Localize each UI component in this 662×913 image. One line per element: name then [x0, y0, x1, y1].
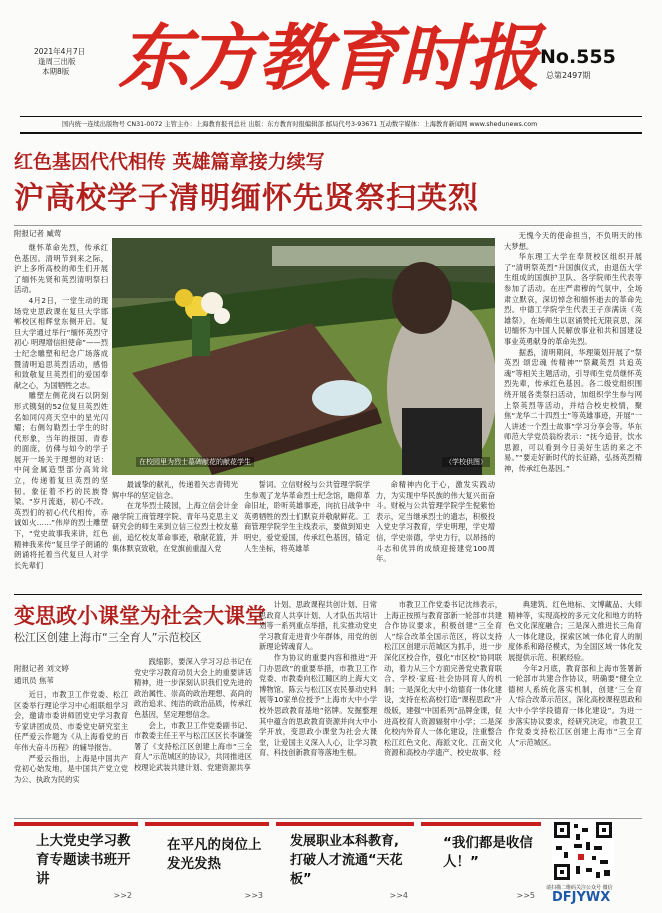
teaser-page-2[interactable] [14, 822, 138, 904]
second-subtitle: 松江区创建上海市“三全育人”示范校区 [14, 631, 202, 644]
issue-date: 2021年4月7日 [34, 47, 86, 56]
masthead: 东方教育时报 [118, 15, 539, 100]
teaser-page-5[interactable] [421, 822, 541, 904]
teaser-page-link: >>3 [244, 891, 263, 900]
header-rule [20, 116, 642, 117]
lead-column-3: 誓词。立信财税与公共管理学院学生参观了龙华革命烈士纪念馆，瞻仰革命旧址，聆听英雄事迹，向抗日战争中英勇牺牲的烈士们默哀并敬献鲜花。工商管理学院学生主线表示，要做到知史明史，爱党爱国，传承红色基因，锚定人生坐标，将英雄革 [244, 480, 370, 553]
memorial-photo-image [112, 238, 495, 475]
lead-title: 沪高校学子清明缅怀先贤祭扫英烈 [14, 181, 479, 216]
teaser-page-link: >>4 [389, 891, 408, 900]
second-byline-reporter: 附报记者 刘文婷 [14, 664, 69, 673]
issue-pages: 本期8版 [42, 67, 70, 76]
second-column-2: 践缩影，要深入学习习总书记在党史学习教育动员大会上的重要讲话精神，进一步深刻认识我们党先进的政治属性、崇高的政治理想、高尚的政治追求、纯洁的政治品质，传承红色基因，坚定理想信念。 会上，市教卫工作党委副书记、市教委主任王平与松江区区长李谦签署了《支持松江区创建上海市“三全育人”示范城区的协议》，共同推进区校理论武装共建计划、党建资源共享 [134, 657, 252, 772]
second-column-5: 典建筑、红色地标、文博藏品、大师精神等，实现高校的多元文化和地方的特色文化深度融合；三是深入推进长三角育人一体化建设，探索区域一体化育人的制度体系和路径模式，为全国区域一体化发展提供示范、积累经验。 今年2月底，教育部和上海市签署新一轮部市共建合作协议，明确要“健全立德树人系统化落实机制，创建‘三全育人’综合改革示范区，深化高校课程思政和大中小学学段德育一体化建设”。为进一步落实协议要求，经研究决定，市教卫工作党委支持松江区创建上海市“三全育人”示范城区。 [508, 600, 642, 747]
photo-caption: 在校园里为烈士墓碑献花的献花学生 [136, 457, 254, 467]
second-column-3: 计划、思政课程共创计划、日常思政育人共享计划、人才队伍共培计划等一系列重点举措，扎实推动党史学习教育走进青少年群体，用党的创新理论铸魂育人。 作为协议的重要内容和推进“开门办思政”的重要举措，市教卫工作党委、市教委向松江瞳区的上海大文博物馆、陈云与松江区农民暴动史料展等10家单位授予“上海市大中小学校外思政教育基地”铭牌。发掘整理其中蕴含的思政教育资源并向大中小学开放，变思政小课堂为社会大课堂，让爱国主义深入人心，让学习教育、科技创新教育等落地生根。 [259, 600, 377, 758]
lead-column-2: 最诚挚的献礼，传递着矢志青铸光辉中华的坚定信念。 在龙华烈士陵园，上海立信会计金融学院工商管理学院、青年马克思主义研究会的师生来到立信三位烈士校友墓前，追忆校友革命事迹，敬献花篮，并集体默哀致敬，在党旗前重温入党 [112, 480, 238, 553]
publication-info: 国内统一连续出版物号 CN31-0072 主管主办：上海教育报刊总社 出版：东方教育时报编辑部 邮局代号3-93671 互动数字媒体：上海教育新闻网 www.shedunews.com [62, 121, 538, 128]
teaser-title: 上大党史学习教育专题读书班开讲 [36, 833, 131, 887]
teaser-page-3[interactable] [145, 822, 269, 904]
lead-column-1: 继怀革命先烈，传承红色基因。清明节到来之际，沪上多所高校的师生们开展了缅怀先贤和英烈清明祭扫活动。 4月2日，一堂生动的现场党史思政课在复旦大学邯郸校区相辉堂东侧开启。复旦大学通过举行“缅怀英烈守初心 明理增信担使命”——烈士纪念雕塑和纪念广场落成暨清明追思英烈活动，感悟和致敬复旦英烈们的爱国奉献之心，为国牺牲之志。 雕塑左侧花岗石以阴刻形式镌刻的52位复旦英烈姓名如同闪亮天空中的星光闪耀；右侧勾勒烈士学生的时代形象，当年的报国、青春的面庞，仿佛与如今的学子展开一场关于理想的对话：中间金属造型部分高耸耸立，传递着复旦英烈的坚韧。象征着不朽的民族脊梁。“岁月流逝，初心不改。英烈们的初心代代相传，赤诚如火……”伟岸的烈士雕塑下，“党史故事我来讲，红色精神我来传”复旦学子朗诵的朗诵将托着当代复旦人对学长先辈们 [14, 243, 108, 570]
issue-edition: 逢周三出版 [38, 57, 76, 66]
lead-column-5: 无愧今天的使命担当，不负明天的伟大梦想。 华东理工大学在奉贤校区组织开展了“清明祭英烈”升国旗仪式，由退伍大学生组成的国旗护卫队、各学院师生代表等参加了活动。在庄严肃穆的气氛中，全场肃立默哀，深切悼念和缅怀逝去的革命先烈。中德工学院学生代表王子彦满读《英雄祭》，在场师生以讴诵赞托无限哀思，深切缅怀为中国人民解放事业和共和国建设事业英勇献身的革命先烈。 据悉，清明期间，华理策划开展了“祭英烈 颂忠魂 传精神”“祭藏英烈 共追英魂”等相关主题活动，引导师生党员继怀英烈先辈，传承红色基因。各二级党组织围绕开展各类祭扫活动，加组织学生参与网上祭英烈等活动，并结合校史校情，聚焦“龙华二十四烈士”等英雄事迹，开展“一人讲述一个烈士故事”学习分享会等。华东师范大学党员翁纷表示：“抚今追昔，饮水思源，可以看到今日美好生活的来之不易。”“要走好新时代的长征路，弘扬英烈精神，传承红色基因。” [504, 231, 642, 474]
teaser-page-link: >>5 [516, 891, 535, 900]
teaser-page-link: >>2 [113, 891, 132, 900]
second-column-4: 市教卫工作党委书记沈炜表示，上海正按照与教育部新一轮部市共建合作协议要求，积极创建“三全育人”综合改革全国示范区，将以支持松江区创建示范城区为抓手，进一步深化区校合作，强化“市区校”协同联动，着力从三个方面完善党史教育联合、学校·家庭·社会协同育人的机制；一是深化大中小幼德育一体化建设，支持在松高校打造“课程思政”升级版，建强“中国系列”品牌金课，促进高校育人资源辐射中小学；二是深化校内外育人一体化建设，注重整合松江红色文化、海派文化、江南文化资源和高校办学遗产、校史故事、经 [384, 600, 502, 758]
brand-wordmark: DFJYWX [552, 890, 611, 905]
qr-caption: 请扫描二维码关注公众号 微信 [546, 885, 613, 891]
second-column-1: 近日，市教卫工作党委、松江区委举行理论学习中心组联组学习会，邀请市委讲师团党史学习教育专家讲团成员、市委党史研究室主任严爱云作题为《从上海看党的百年伟大奋斗历程》的辅导报告。 严爱云指出，上海是中国共产党初心始发地，是中国共产党立党为公、执政为民的实 [14, 690, 128, 784]
second-byline-correspondent: 通讯员 焦苇 [14, 676, 54, 685]
issue-total: 总第2497期 [546, 71, 591, 80]
header-rule-bottom [20, 132, 642, 134]
lead-byline: 附报记者 臧莺 [14, 229, 62, 238]
lead-column-4: 命精神内化于心，激发实践动力，为实现中华民族的伟大复兴而奋斗。财税与公共管理学院学生倪紫怡表示，定当继承烈士的遗志，积极投入党史学习教育，学史明理，学史增信，学史崇德，学史力行，以昂扬的斗志和优异的成绩迎接建党100周年。 [376, 480, 495, 564]
lead-photo [112, 238, 495, 475]
qr-code-graphic [552, 820, 614, 882]
issue-number: No.555 [540, 46, 616, 68]
second-title: 变思政小课堂为社会大课堂 [14, 604, 266, 628]
teaser-title: 在平凡的岗位上发光发热 [167, 837, 262, 872]
lead-rule [14, 225, 642, 226]
teaser-page-4[interactable] [276, 822, 414, 904]
lead-kicker: 红色基因代代相传 英雄篇章接力续写 [14, 151, 325, 173]
qr-code-icon[interactable] [552, 820, 614, 882]
teaser-title: 发展职业本科教育,打破人才流通“天花板” [290, 834, 403, 887]
bottom-rule [14, 818, 642, 819]
section-divider [14, 594, 642, 595]
photo-credit: （学校供图） [442, 457, 490, 467]
teaser-title: “我们都是收信人！” [443, 835, 533, 870]
